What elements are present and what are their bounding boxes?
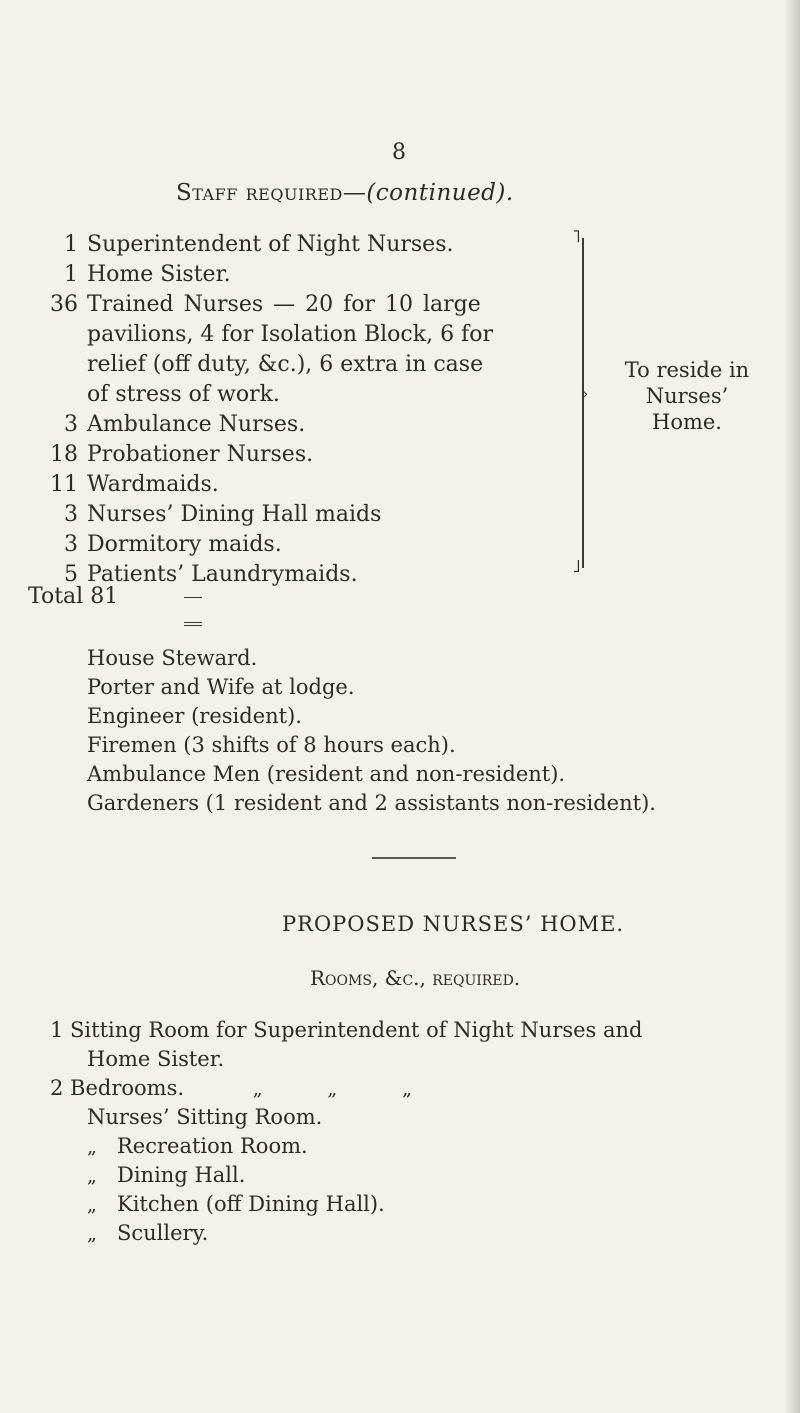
- ditto-mark: „: [87, 1165, 97, 1187]
- page-number: 8: [392, 140, 406, 165]
- staff-count: 11: [50, 472, 78, 497]
- staff-role: Trained Nurses — 20 for 10 large: [87, 292, 481, 317]
- section-divider: [372, 857, 456, 859]
- staff-role: Superintendent of Night Nurses.: [87, 232, 454, 257]
- staff-role: Ambulance Nurses.: [87, 412, 306, 437]
- room-name: Dining Hall.: [117, 1163, 246, 1187]
- room-line-continued: Home Sister.: [87, 1047, 225, 1071]
- ditto-mark: „: [87, 1136, 97, 1158]
- total-rule-top: [184, 597, 202, 598]
- other-staff-item: House Steward.: [87, 646, 258, 670]
- total-rule-bottom-1: [184, 622, 202, 623]
- staff-count: 3: [64, 532, 78, 557]
- total-rule-bottom-2: [184, 625, 202, 626]
- ditto-mark: „: [87, 1223, 97, 1245]
- ditto-mark: „: [87, 1194, 97, 1216]
- ditto-mark: „: [402, 1078, 412, 1100]
- brace-point: ›: [582, 384, 589, 403]
- staff-role-continued: of stress of work.: [87, 382, 280, 407]
- room-line: 1 Sitting Room for Superintendent of Night Nurses and: [50, 1018, 643, 1042]
- brace-note-line: Nurses’: [645, 384, 729, 408]
- staff-item: [50, 292, 481, 317]
- total-label: Total: [28, 584, 84, 609]
- page-edge: [786, 0, 800, 1413]
- staff-item: [50, 232, 453, 257]
- section-heading: [176, 180, 514, 206]
- other-staff-item: Gardeners (1 resident and 2 assistants non-resident).: [87, 791, 656, 815]
- room-name: Scullery.: [117, 1221, 209, 1245]
- room-item: Nurses’ Sitting Room.: [87, 1105, 323, 1129]
- staff-role: Probationer Nurses.: [87, 442, 314, 467]
- brace: [582, 238, 584, 568]
- room-name: Kitchen (off Dining Hall).: [117, 1192, 385, 1216]
- staff-role: Home Sister.: [87, 262, 231, 287]
- room-name: Recreation Room.: [117, 1134, 308, 1158]
- staff-item: [50, 262, 231, 287]
- ditto-mark: „: [252, 1078, 263, 1100]
- staff-item: [50, 502, 381, 527]
- brace-top-tick: ˥: [572, 226, 581, 247]
- staff-item: [50, 472, 219, 497]
- staff-count: 36: [50, 292, 78, 317]
- room-item: [87, 1134, 308, 1158]
- brace-bottom-tick: ˩: [572, 556, 581, 577]
- staff-role: Dormitory maids.: [87, 532, 282, 557]
- staff-count: 1: [64, 262, 78, 287]
- room-item: [87, 1221, 208, 1245]
- staff-item: [50, 532, 282, 557]
- staff-count: 1: [64, 232, 78, 257]
- proposed-title: PROPOSED NURSES’ HOME.: [282, 912, 625, 936]
- heading-continued: —(continued).: [342, 180, 514, 206]
- total-row: [28, 584, 118, 609]
- staff-item: [50, 442, 313, 467]
- room-bedrooms: 2 Bedrooms.: [50, 1076, 185, 1100]
- ditto-mark: „: [327, 1078, 338, 1100]
- heading-small-caps: Staff required: [176, 180, 343, 206]
- staff-count: 3: [64, 502, 78, 527]
- other-staff-item: Porter and Wife at lodge.: [87, 675, 355, 699]
- room-line: [50, 1076, 432, 1100]
- staff-role: Patients’ Laundrymaids.: [87, 562, 358, 587]
- staff-item: [50, 412, 305, 437]
- other-staff-item: Firemen (3 shifts of 8 hours each).: [87, 733, 456, 757]
- room-item: [87, 1163, 245, 1187]
- total-value: 81: [90, 584, 119, 609]
- rooms-heading: Rooms, &c., required.: [310, 966, 521, 990]
- staff-count: 3: [64, 412, 78, 437]
- brace-note: [602, 358, 772, 434]
- room-item: [87, 1192, 385, 1216]
- other-staff-item: Ambulance Men (resident and non-resident).: [87, 762, 566, 786]
- staff-role: Nurses’ Dining Hall maids: [87, 502, 382, 527]
- staff-role-continued: relief (off duty, &c.), 6 extra in case: [87, 352, 484, 377]
- brace-note-line: Home.: [652, 410, 722, 434]
- other-staff-item: Engineer (resident).: [87, 704, 302, 728]
- brace-note-line: To reside in: [624, 358, 750, 382]
- staff-role-continued: pavilions, 4 for Isolation Block, 6 for: [87, 322, 493, 347]
- staff-count: 5: [64, 562, 78, 587]
- staff-role: Wardmaids.: [87, 472, 219, 497]
- staff-count: 18: [50, 442, 78, 467]
